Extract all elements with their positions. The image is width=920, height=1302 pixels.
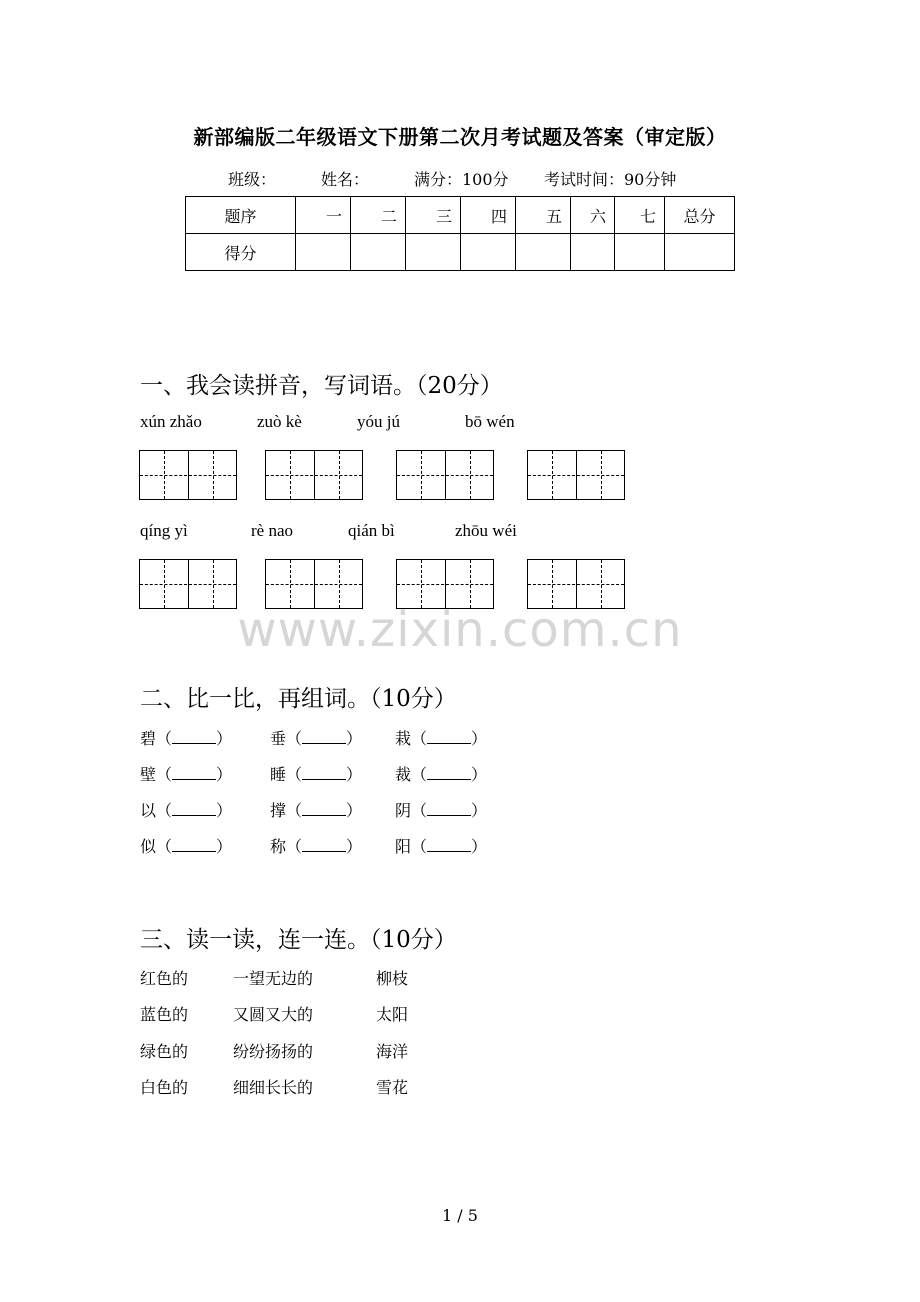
writing-grid[interactable] xyxy=(265,450,363,500)
compare-char: 睡 xyxy=(270,765,287,784)
compare-item: 栽（ ） xyxy=(395,729,488,748)
pinyin-label: xún zhǎo xyxy=(140,412,202,431)
answer-blank[interactable] xyxy=(172,767,216,780)
header-cell: 题序 xyxy=(186,197,296,234)
match-left[interactable]: 红色的 xyxy=(140,969,189,988)
match-middle[interactable]: 纷纷扬扬的 xyxy=(233,1042,314,1061)
answer-blank[interactable] xyxy=(427,803,471,816)
score-table-row xyxy=(186,234,735,271)
row-label: 得分 xyxy=(186,234,296,271)
match-right[interactable]: 柳枝 xyxy=(376,969,409,988)
compare-item: 垂（ ） xyxy=(270,729,363,748)
score-cell xyxy=(351,234,406,271)
compare-char: 裁 xyxy=(395,765,412,784)
match-middle[interactable]: 一望无边的 xyxy=(233,969,314,988)
compare-char: 碧 xyxy=(140,729,157,748)
compare-item: 阴（ ） xyxy=(395,801,488,820)
header-cell: 七 xyxy=(615,197,665,234)
full-score-label: 满分：100分 xyxy=(414,170,509,189)
exam-title: 新部编版二年级语文下册第二次月考试题及答案（审定版） xyxy=(193,125,727,149)
answer-blank[interactable] xyxy=(302,767,346,780)
writing-grid[interactable] xyxy=(396,450,494,500)
answer-blank[interactable] xyxy=(172,803,216,816)
compare-item: 撑（ ） xyxy=(270,801,363,820)
compare-char: 垂 xyxy=(270,729,287,748)
watermark: www.zixin.com.cn xyxy=(237,602,683,658)
score-cell xyxy=(665,234,735,271)
match-right[interactable]: 海洋 xyxy=(376,1042,409,1061)
score-table xyxy=(185,196,735,271)
compare-item: 似（ ） xyxy=(140,837,233,856)
compare-char: 似 xyxy=(140,837,157,856)
score-cell xyxy=(615,234,665,271)
compare-char: 撑 xyxy=(270,801,287,820)
class-label: 班级： xyxy=(228,170,277,189)
match-middle[interactable]: 细细长长的 xyxy=(233,1078,314,1097)
compare-item: 睡（ ） xyxy=(270,765,363,784)
compare-char: 栽 xyxy=(395,729,412,748)
answer-blank[interactable] xyxy=(302,803,346,816)
pinyin-label: yóu jú xyxy=(357,412,400,431)
answer-blank[interactable] xyxy=(427,767,471,780)
answer-blank[interactable] xyxy=(302,839,346,852)
header-cell: 四 xyxy=(461,197,516,234)
section-1-heading: 一、我会读拼音，写词语。（20分） xyxy=(140,373,503,399)
header-cell: 五 xyxy=(516,197,571,234)
compare-char: 壁 xyxy=(140,765,157,784)
compare-char: 阴 xyxy=(395,801,412,820)
match-left[interactable]: 绿色的 xyxy=(140,1042,189,1061)
compare-char: 称 xyxy=(270,837,287,856)
compare-item: 壁（ ） xyxy=(140,765,233,784)
score-table-header-row xyxy=(186,197,735,234)
pinyin-label: zuò kè xyxy=(257,412,302,431)
header-cell: 三 xyxy=(406,197,461,234)
pinyin-label: qíng yì xyxy=(140,521,188,540)
section-2-heading: 二、比一比，再组词。（10分） xyxy=(140,686,457,712)
pinyin-label: qián bì xyxy=(348,521,395,540)
answer-blank[interactable] xyxy=(302,731,346,744)
name-label: 姓名： xyxy=(321,170,370,189)
header-cell: 一 xyxy=(296,197,351,234)
header-cell: 六 xyxy=(571,197,615,234)
header-cell: 二 xyxy=(351,197,406,234)
score-cell xyxy=(516,234,571,271)
compare-char: 以 xyxy=(140,801,157,820)
compare-item: 裁（ ） xyxy=(395,765,488,784)
pinyin-label: rè nao xyxy=(251,521,294,540)
match-left[interactable]: 白色的 xyxy=(140,1078,189,1097)
compare-item: 阳（ ） xyxy=(395,837,488,856)
exam-time-label: 考试时间：90分钟 xyxy=(544,170,677,189)
score-cell xyxy=(406,234,461,271)
compare-item: 碧（ ） xyxy=(140,729,233,748)
score-cell xyxy=(461,234,516,271)
score-cell xyxy=(296,234,351,271)
writing-grid[interactable] xyxy=(527,450,625,500)
answer-blank[interactable] xyxy=(427,731,471,744)
pinyin-label: bō wén xyxy=(465,412,515,431)
match-right[interactable]: 太阳 xyxy=(376,1005,409,1024)
page-number: 1 / 5 xyxy=(442,1206,478,1225)
writing-grid[interactable] xyxy=(139,450,237,500)
section-3-heading: 三、读一读，连一连。（10分） xyxy=(140,927,457,953)
answer-blank[interactable] xyxy=(427,839,471,852)
compare-item: 以（ ） xyxy=(140,801,233,820)
match-left[interactable]: 蓝色的 xyxy=(140,1005,189,1024)
answer-blank[interactable] xyxy=(172,839,216,852)
score-cell xyxy=(571,234,615,271)
compare-char: 阳 xyxy=(395,837,412,856)
answer-blank[interactable] xyxy=(172,731,216,744)
match-middle[interactable]: 又圆又大的 xyxy=(233,1005,314,1024)
compare-item: 称（ ） xyxy=(270,837,363,856)
match-right[interactable]: 雪花 xyxy=(376,1078,409,1097)
header-cell: 总分 xyxy=(665,197,735,234)
pinyin-label: zhōu wéi xyxy=(455,521,517,540)
